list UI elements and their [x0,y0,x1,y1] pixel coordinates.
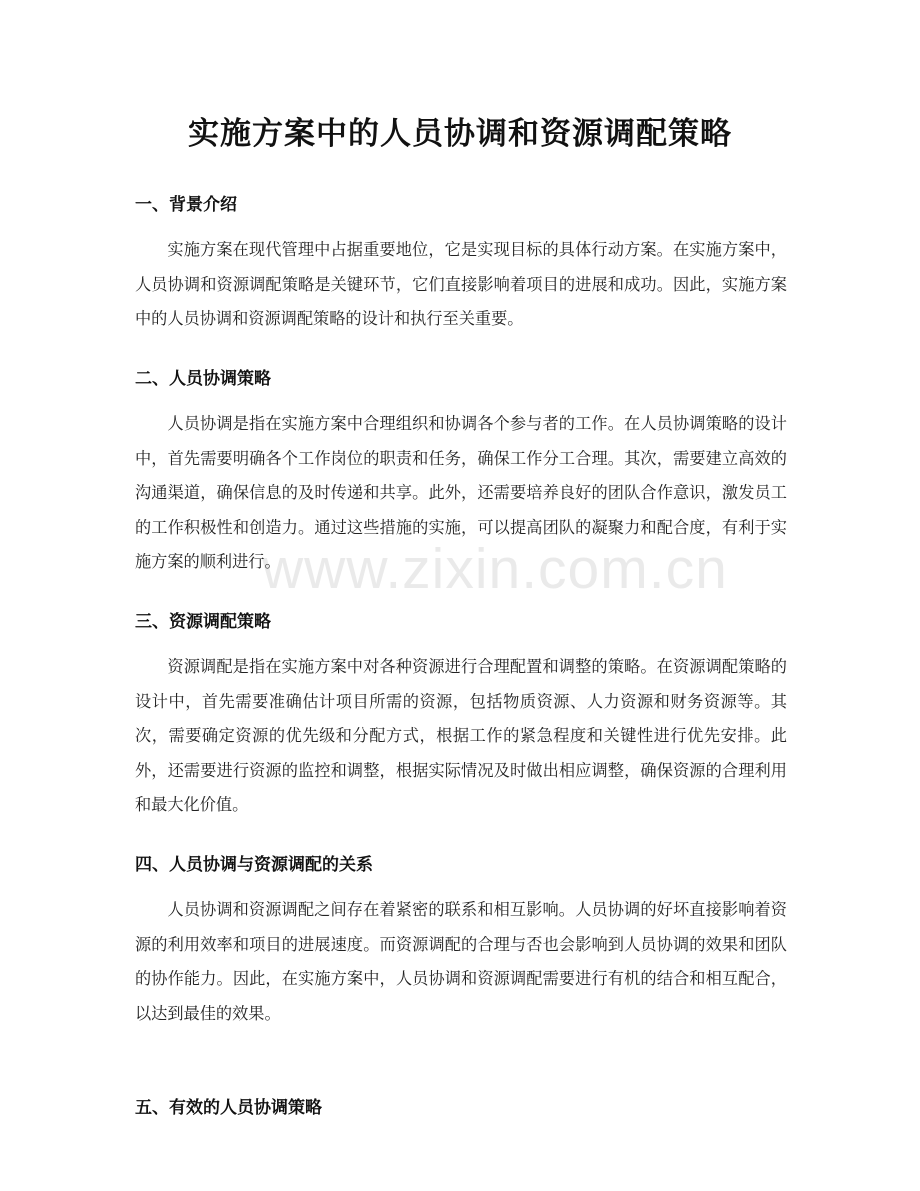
section-heading-relationship: 四、人员协调与资源调配的关系 [135,855,373,875]
section-heading-effective-strategy: 五、有效的人员协调策略 [135,1098,322,1118]
section-paragraph-background: 实施方案在现代管理中占据重要地位，它是实现目标的具体行动方案。在实施方案中，人员协调和资源调配策略是关键环节，它们直接影响着项目的进展和成功。因此，实施方案中的人员协调和资源调配策略的设计和执行至关重要。 [135,240,787,328]
section-paragraph-personnel: 人员协调是指在实施方案中合理组织和协调各个参与者的工作。在人员协调策略的设计中，首先需要明确各个工作岗位的职责和任务，确保工作分工合理。其次，需要建立高效的沟通渠道，确保信息的及时传递和共享。此外，还需要培养良好的团队合作意识，激发员工的工作积极性和创造力。通过这些措施的实施，可以提高团队的凝聚力和配合度，有利于实施方案的顺利进行。 [135,414,787,571]
watermark: www.zixin.com.cn [262,537,728,601]
page-title: 实施方案中的人员协调和资源调配策略 [188,116,732,152]
section-paragraph-relationship: 人员协调和资源调配之间存在着紧密的联系和相互影响。人员协调的好坏直接影响着资源的利用效率和项目的进展速度。而资源调配的合理与否也会影响到人员协调的效果和团队的协作能力。因此，在实施方案中，人员协调和资源调配需要进行有机的结合和相互配合，以达到最佳的效果。 [135,900,787,1023]
section-heading-personnel: 二、人员协调策略 [135,369,271,389]
section-heading-background: 一、背景介绍 [135,195,237,215]
section-heading-resources: 三、资源调配策略 [135,612,271,632]
section-paragraph-resources: 资源调配是指在实施方案中对各种资源进行合理配置和调整的策略。在资源调配策略的设计中，首先需要准确估计项目所需的资源，包括物质资源、人力资源和财务资源等。其次，需要确定资源的优先级和分配方式，根据工作的紧急程度和关键性进行优先安排。此外，还需要进行资源的监控和调整，根据实际情况及时做出相应调整，确保资源的合理利用和最大化价值。 [135,657,787,814]
